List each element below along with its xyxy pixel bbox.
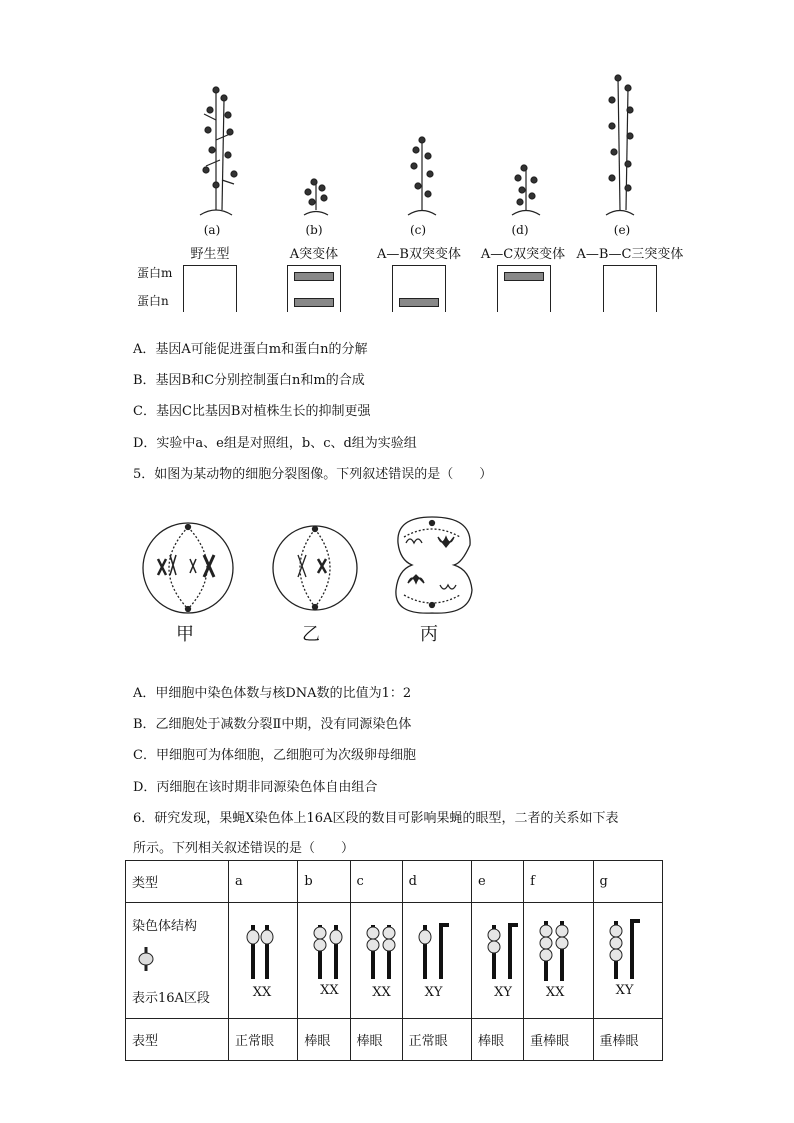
band-n [399,298,439,307]
structure-c [350,903,402,1019]
cell-bing-drawing [396,517,472,613]
gel-box-b [287,265,341,312]
q6-stem-line2: 所示。下列相关叙述错误的是（ ） [133,841,355,856]
genotype-b: XX [320,983,339,998]
gel-box-e [603,265,657,312]
cell-label-bing: 丙 [420,624,438,645]
plant-d-name: A—C双突变体 [480,247,566,262]
plant-c-letter: (c) [409,223,427,237]
q6-stem-line1: 6．研究发现，果蝇X染色体上16A区段的数目可影响果蝇的眼型，二者的关系如下表 [133,811,619,826]
q5-option-c: C．甲细胞可为体细胞，乙细胞可为次级卵母细胞 [133,748,416,763]
type-a: a [229,861,298,903]
q4-option-d: D．实验中a、e组是对照组，b、c、d组为实验组 [133,436,417,451]
genotype-g: XY [615,983,634,998]
genotype-f: XX [545,985,565,1000]
cell-division-figure [130,515,480,615]
segment-16a-icon [136,947,156,971]
protein-m-label: 蛋白m [137,266,173,280]
structure-d [402,903,471,1019]
cell-yi-drawing [273,526,357,610]
phenotype-a: 正常眼 [229,1019,298,1061]
gel-box-c [392,265,446,312]
phenotype-b: 棒眼 [298,1019,350,1061]
chromosome-a-icon [243,921,279,981]
cell-label-yi: 乙 [302,624,320,645]
type-g: g [593,861,663,903]
plant-d-drawing [512,165,540,215]
plant-a-letter: (a) [203,223,221,237]
plant-c-name: A—B双突变体 [377,247,461,262]
plant-a-name: 野生型 [190,247,230,262]
type-c: c [350,861,402,903]
table-row-type [126,861,663,903]
q5-option-a: A．甲细胞中染色体数与核DNA数的比值为1：2 [133,686,412,701]
chromosome-f-icon [536,917,574,983]
phenotype-f: 重棒眼 [524,1019,593,1061]
band-m [504,272,544,281]
protein-n-label: 蛋白n [137,294,169,308]
table-row-structure [126,903,663,1019]
type-e: e [472,861,524,903]
structure-g [593,903,663,1019]
plant-b-letter: (b) [305,223,323,237]
q4-option-c: C．基因C比基因B对植株生长的抑制更强 [133,404,371,419]
q6-table [125,860,663,1061]
legend-text: 表示16A区段 [132,991,210,1006]
phenotype-d: 正常眼 [402,1019,471,1061]
q5-stem: 5．如图为某动物的细胞分裂图像。下列叙述错误的是（ ） [133,467,493,482]
cell-jia-drawing [143,523,233,613]
chromosome-e-icon [484,921,522,981]
q5-option-d: D．丙细胞在该时期非同源染色体自由组合 [133,780,378,795]
structure-f [524,903,593,1019]
plant-e-drawing [606,75,634,215]
plant-b-name: A突变体 [289,247,339,262]
phenotype-label: 表型 [126,1019,229,1061]
plant-e-letter: (e) [613,223,631,237]
plant-e-name: A—B—C三突变体 [576,247,684,262]
structure-label-cell [126,903,229,1019]
plants-figure [180,70,660,220]
genotype-c: XX [372,985,391,1000]
q4-option-a: A．基因A可能促进蛋白m和蛋白n的分解 [133,342,368,357]
chromosome-c-icon [363,921,401,981]
band-n [294,298,334,307]
chromosome-b-icon [310,921,348,981]
type-f: f [524,861,593,903]
type-b: b [298,861,350,903]
band-m [294,272,334,281]
plant-a-drawing [200,87,237,215]
chromosome-g-icon [606,917,644,981]
structure-label: 染色体结构 [132,919,198,934]
genotype-e: XY [494,985,512,1000]
plant-d-letter: (d) [511,223,529,237]
structure-e [472,903,524,1019]
type-d: d [402,861,471,903]
table-row-phenotype [126,1019,663,1061]
gel-box-d [497,265,551,312]
genotype-d: XY [424,985,443,1000]
phenotype-g: 重棒眼 [593,1019,663,1061]
structure-a [229,903,298,1019]
chromosome-d-icon [415,921,453,981]
phenotype-e: 棒眼 [472,1019,524,1061]
header-type-label: 类型 [126,861,229,903]
phenotype-c: 棒眼 [350,1019,402,1061]
gel-box-a [183,265,237,312]
genotype-a: XX [252,985,272,1000]
plant-b-drawing [304,179,328,215]
structure-b [298,903,350,1019]
plant-c-drawing [408,137,436,215]
cell-label-jia: 甲 [176,624,194,645]
q4-option-b: B．基因B和C分别控制蛋白n和m的合成 [133,373,365,388]
q5-option-b: B．乙细胞处于减数分裂Ⅱ中期，没有同源染色体 [133,717,412,732]
